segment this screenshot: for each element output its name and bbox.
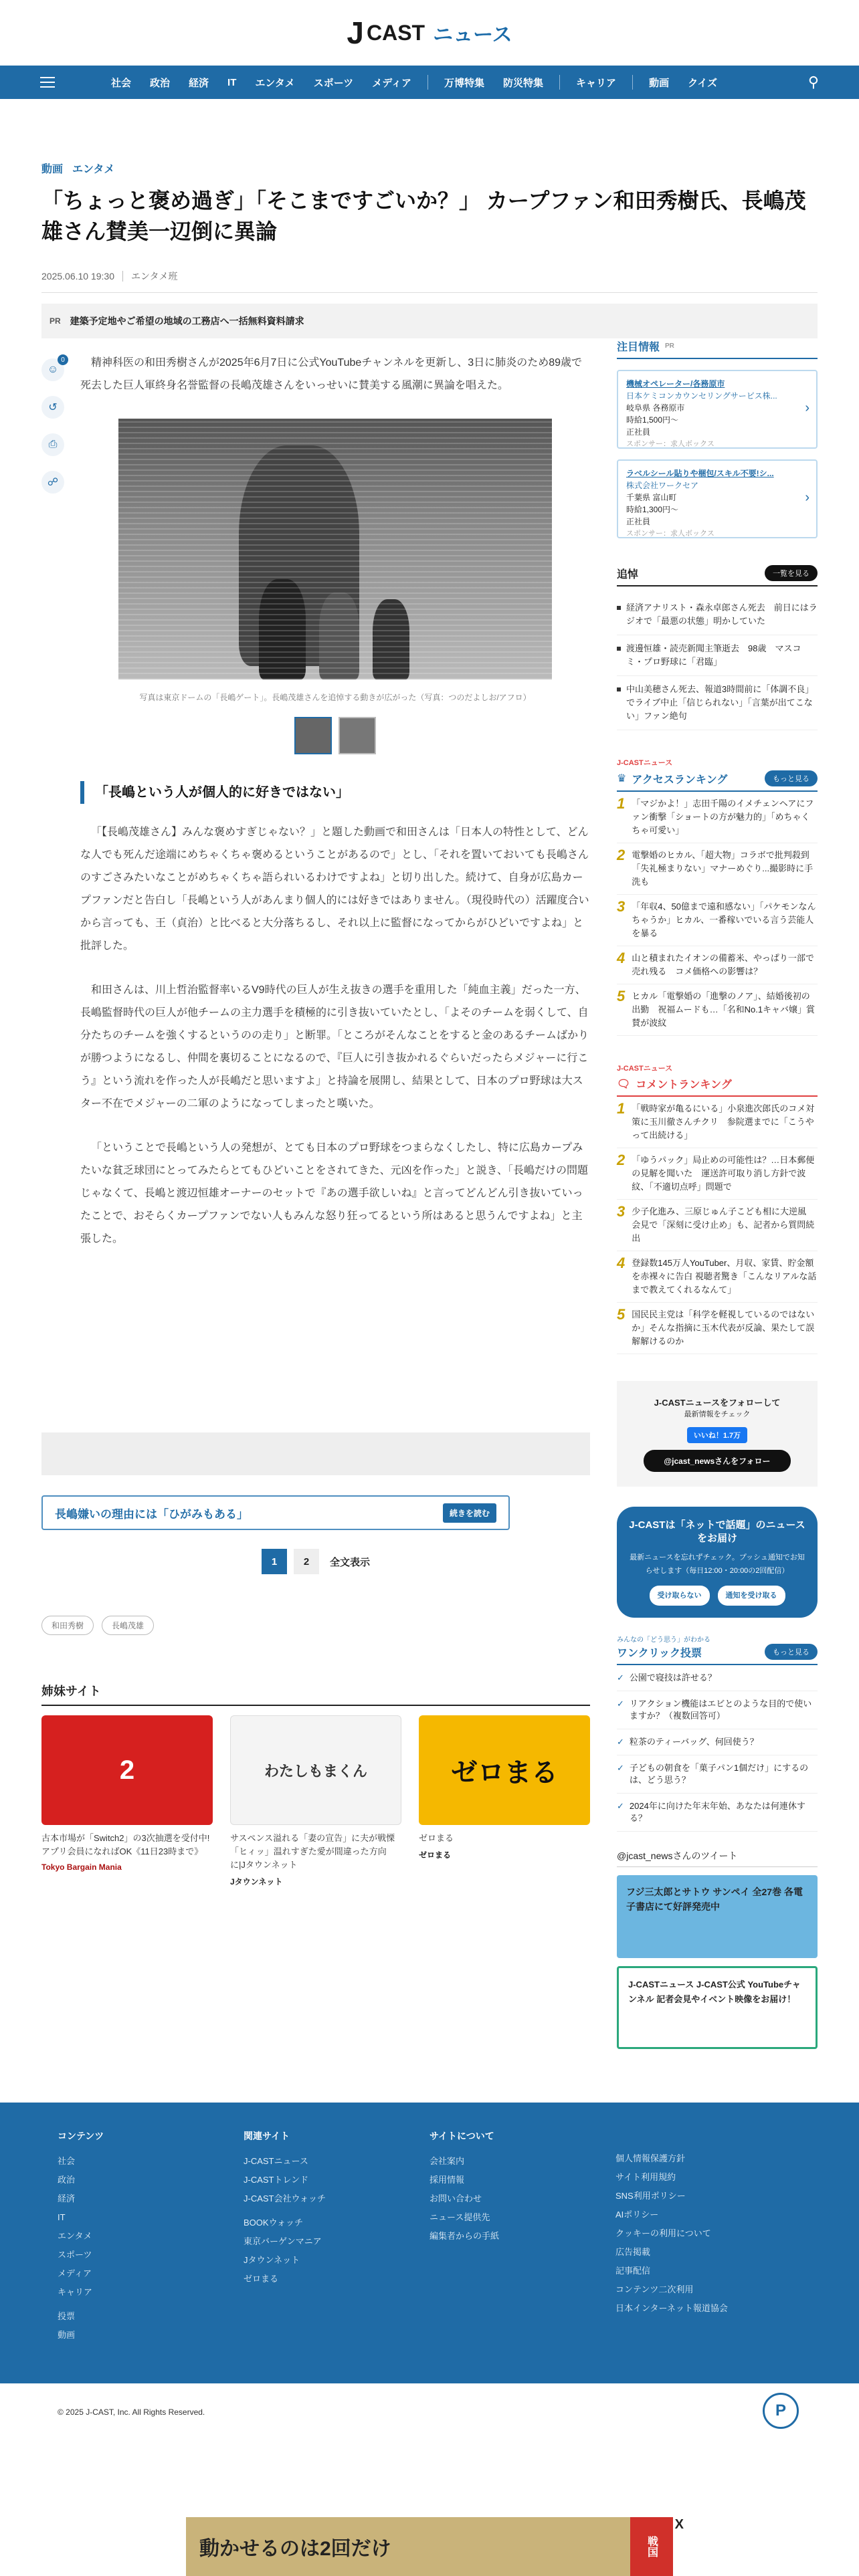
card-text: 古本市場が「Switch2」の3次抽選を受付中!アプリ会員になればOK《11日23時まで》	[41, 1833, 210, 1856]
nav-item[interactable]: スポーツ	[313, 77, 354, 89]
photo-caption: 写真は東京ドームの「長嶋ゲート」。長嶋茂雄さんを追悼する動きが広がった（写真：つのだよしお/アフロ）	[139, 693, 531, 702]
copyright: © 2025 J-CAST, Inc. All Rights Reserved.	[58, 2407, 205, 2417]
job-company: 株式会社ワークセア	[626, 481, 699, 490]
author: エンタメ班	[131, 271, 178, 282]
card-text: ゼロまる	[419, 1833, 454, 1843]
close-icon[interactable]: X	[674, 2517, 684, 2532]
page-2[interactable]: 2	[294, 1549, 319, 1574]
pr-tag: PR	[50, 316, 61, 326]
footer-column-about	[430, 2129, 615, 2345]
category-link[interactable]: エンタメ	[72, 164, 115, 175]
follow-subtitle: 最新情報をチェック	[684, 1410, 751, 1418]
footer-link[interactable]: 日本インターネット報道協会	[615, 2303, 728, 2313]
publish-date: 2025.06.10 19:30	[41, 271, 114, 282]
footer-link[interactable]: 記事配信	[615, 2266, 651, 2276]
nav-item[interactable]: IT	[227, 76, 237, 88]
footer-link[interactable]: 経済	[58, 2193, 76, 2204]
footer-link[interactable]: 広告掲載	[615, 2247, 651, 2257]
follow-box	[617, 1381, 818, 1487]
footer-link[interactable]: 編集者からの手紙	[430, 2231, 500, 2241]
ranking-item[interactable]: 2 電撃婚のヒカル、「超大物」コラボで批判殺到「失礼極まりない」マナーめぐり...撮影時に手洗も	[617, 843, 818, 895]
push-title: J-CASTは「ネットで話題」のニュースをお届け	[629, 1519, 805, 1544]
site-footer	[0, 2103, 859, 2383]
footer-link[interactable]: スポーツ	[58, 2250, 92, 2260]
poll-item[interactable]: ✓ 子どもの朝食を「菓子パン1個だけ」にするのは、どう思う？	[617, 1755, 818, 1794]
footer-link[interactable]: 会社案内	[430, 2156, 465, 2166]
comment-icon[interactable]: ☺ 0	[41, 358, 64, 381]
card-text: サスペンス溢れる「妻の宣告」に夫が戦慄「ヒィッ」温れすぎた愛が間違った方向に|Jタウンネット	[230, 1833, 395, 1870]
card-image: ゼロまる	[419, 1715, 590, 1825]
ranking-item[interactable]: 4 登録数145万人YouTuber、月収、家賃、貯金額を赤裸々に告白 視聴者驚き「こんなリアルな話まで教えてくれるなんて」	[617, 1251, 818, 1303]
article-meta	[41, 270, 818, 293]
site-header	[0, 0, 859, 66]
comment-count: 0	[58, 354, 68, 365]
card-source: Tokyo Bargain Mania	[41, 1862, 122, 1872]
card-source: Jタウンネット	[230, 1877, 283, 1887]
job-location: 岐阜県 各務原市	[626, 403, 685, 413]
ranking-item[interactable]: 1 「戦時家が亀るにいる」小泉進次郎氏のコメ対策に玉川徹さんチクリ 参院選までに「こうやって出続ける」	[617, 1097, 818, 1148]
job-type: 正社員	[626, 427, 651, 437]
footer-column-contents	[58, 2129, 244, 2345]
nav-item[interactable]: 万博特集	[444, 77, 485, 89]
footer-column-policy	[615, 2129, 801, 2345]
ranking-item[interactable]: 5 国民民主党は「科学を軽視しているのではないか」そんな指摘に玉木代表が反論、果たして誤解解けるのか	[617, 1303, 818, 1354]
footer-link[interactable]: キャリア	[58, 2287, 93, 2297]
nav-divider	[632, 75, 633, 90]
jcast-news-label: J-CASTニュース	[617, 1065, 673, 1073]
x-follow-button[interactable]: @jcast_newsさんをフォロー	[644, 1450, 791, 1472]
tag[interactable]: 長嶋茂雄	[102, 1616, 154, 1635]
crown-icon: ♛	[617, 773, 627, 784]
tweets-title: @jcast_newsさんのツイート	[617, 1849, 818, 1867]
job-title: ラベルシール貼りや梱包/スキル不要!シ...	[626, 469, 774, 478]
article-photo[interactable]	[118, 419, 552, 679]
poll-item[interactable]: ✓ 2024年に向けた年末年始、あなたは何連休する？	[617, 1794, 818, 1832]
footer-link[interactable]: BOOKウォッチ	[244, 2218, 304, 2228]
article-title: 「ちょっと褒め過ぎ」「そこまですごいか？」 カープファン和田秀樹氏、長嶋茂雄さん賛美一辺倒に異論	[41, 189, 806, 243]
category-link[interactable]: 動画	[41, 164, 64, 175]
read-more-box[interactable]	[41, 1495, 510, 1530]
job-ad[interactable]	[617, 459, 818, 538]
sister-sites	[41, 1715, 590, 1887]
push-decline-button[interactable]: 受け取らない	[650, 1586, 710, 1606]
manga-banner[interactable]: フジ三太郎とサトウ サンペイ 全27巻 各電子書店にて好評発売中	[617, 1875, 818, 1958]
thumbnail[interactable]	[294, 717, 332, 754]
poll-header	[617, 1644, 818, 1665]
footer-column-related	[244, 2129, 430, 2345]
site-logo[interactable]	[347, 15, 512, 51]
print-icon[interactable]: ⎙	[41, 433, 64, 456]
read-more-title: 長嶋嫌いの理由には「ひがみもある」	[55, 1507, 248, 1521]
poll-title: ワンクリック投票	[617, 1647, 702, 1659]
access-ranking-header	[617, 770, 818, 792]
menu-icon[interactable]	[40, 77, 55, 88]
more-button[interactable]: もっと見る	[765, 770, 818, 786]
job-ad[interactable]	[617, 370, 818, 449]
paragraph: 和田さんは、川上哲治監督率いるV9時代の巨人が生え抜きの選手を重用した「純血主義」だった一方、長嶋監督時代の巨人が他チームの主力選手を積極的に引き抜いていたとし、「よそのチームを弱くして、自分たちのチームを強くするというのの走り」と断罪。「ところがそんなことをすると金のあるチームばかりが勝つようになるし、仲間を裏切ることになるので、『巨人に引き抜かれるぐらいだったらメジャーに行こう』という流れを作った人が長嶋だと思いますよ」と持論を展開し、結果として、日本のプロ野球は大スター不在でメジャーの二軍のようになってしまったと嘆いた。	[80, 984, 589, 1109]
sister-card[interactable]	[230, 1715, 401, 1887]
card-image: わたしもまくん	[230, 1715, 401, 1825]
footer-link[interactable]: SNS利用ポリシー	[615, 2191, 686, 2201]
poll-item[interactable]: ✓ 粒茶のティーバッグ、何回使う？	[617, 1729, 818, 1755]
paragraph: 「【長嶋茂雄さん】みんな褒めすぎじゃない？」と題した動画で和田さんは「日本人の特性として、どんな人でも死んだ途端にめちゃくちゃ褒めるということがあるので」とし、「それを置いておいても長嶋さんのすごさみたいなことがめちゃくちゃ語られいるわけですよね」と切り出した。続けて、自身が広島カープファンだと告白し「長嶋という人があんまり個人的には好きではありません。（現役時代の）活躍度合いから言っても、王（貞治）と比べると大分落ちるし、それ以上に監督になってからがひどいですよね」と批評した。	[80, 827, 589, 952]
check-icon: ✓	[617, 1801, 624, 1811]
tag[interactable]: 和田秀樹	[41, 1616, 94, 1635]
access-ranking-title: ♛ アクセスランキング	[617, 773, 728, 786]
ranking-item[interactable]: 5 ヒカル「電撃婚の「進撃のノア」、結婚後初の出勤 祝福ムードも…「名和No.1キャバ嬢」賞賛が波紋	[617, 984, 818, 1036]
footer-link[interactable]: J-CASTニュース	[244, 2156, 308, 2166]
ranking-item[interactable]: 2 「ゆうパック」局止めの可能性は？…日本郵便の見解を聞いた 運送許可取り消し方針で波紋、「不適切点呼」問題で	[617, 1148, 818, 1200]
footer-heading: コンテンツ	[58, 2131, 104, 2141]
footer-link[interactable]: クッキーの利用について	[615, 2228, 711, 2238]
jcast-news-label: J-CASTニュース	[617, 759, 673, 767]
main-nav	[0, 66, 859, 99]
chevron-right-icon: ›	[805, 490, 809, 505]
check-icon: ✓	[617, 1699, 624, 1709]
footer-link[interactable]: 採用情報	[430, 2175, 465, 2185]
job-wage: 時給1,300円〜	[626, 505, 679, 514]
footer-link[interactable]: サイト利用規約	[615, 2172, 676, 2182]
footer-link[interactable]: お問い合わせ	[430, 2193, 482, 2204]
breadcrumb	[41, 160, 818, 176]
list-item[interactable]: 中山美穂さん死去、報道3時間前に「体調不良」でライブ中止「信じられない」「言葉が出てこない」ファン絶句	[617, 676, 818, 730]
read-more-button[interactable]: 続きを読む	[443, 1503, 496, 1523]
nav-item[interactable]: 防災特集	[503, 77, 544, 89]
logo-cast: CAST	[366, 20, 425, 45]
ad-text: 動かせるのは2回だけ	[199, 2538, 391, 2560]
nav-divider	[559, 75, 560, 90]
main-column	[41, 338, 590, 2049]
poll-item[interactable]: ✓ 公園で寝技は許せる？	[617, 1665, 818, 1691]
ranking-item[interactable]: 1 「マジかよ！」志田千陽のイメチェンヘアにファン衝撃「ショートの方が魅力的」「めちゃくちゃ可愛い」	[617, 792, 818, 843]
sister-card[interactable]	[41, 1715, 213, 1887]
check-icon: ✓	[617, 1737, 624, 1747]
nav-item[interactable]: メディア	[372, 77, 412, 89]
link-icon[interactable]: ☍	[41, 471, 64, 494]
pr-text: 建築予定地やご希望の地域の工務店へ一括無料資料請求	[70, 316, 304, 326]
footer-heading: 関連サイト	[244, 2131, 290, 2141]
footer-link[interactable]: 政治	[58, 2175, 76, 2185]
job-type: 正社員	[626, 517, 651, 526]
sidebar	[617, 338, 818, 2049]
job-wage: 時給1,500円〜	[626, 415, 679, 425]
share-bar	[41, 352, 80, 1272]
nav-item[interactable]: 社会	[111, 77, 132, 89]
footer-link[interactable]: J-CAST会社ウォッチ	[244, 2193, 326, 2204]
logo-news: ニュース	[433, 24, 512, 46]
memorial-list	[617, 595, 818, 730]
more-button[interactable]: もっと見る	[765, 1644, 818, 1660]
comment-ranking	[617, 1097, 818, 1354]
job-title: 機械オペレーター/各務原市	[626, 379, 725, 389]
ranking-item[interactable]: 3 少子化進み、三原じゅん子こども相に大逆風 会見で「深刻に受け止め」も、記者から質問続出	[617, 1200, 818, 1251]
youtube-banner[interactable]: J-CASTニュース J-CAST公式 YouTubeチャンネル 記者会見やイベント映像をお届け！	[617, 1966, 818, 2049]
footer-link[interactable]: 個人情報保護方針	[615, 2153, 686, 2163]
speech-bubble-icon: 🗨	[617, 1078, 631, 1090]
push-accept-button[interactable]: 通知を受け取る	[718, 1586, 785, 1606]
share-icon[interactable]: ↺	[41, 396, 64, 419]
footer-link[interactable]: AIポリシー	[615, 2210, 659, 2220]
chevron-right-icon: ›	[805, 400, 809, 415]
page-1[interactable]: 1	[262, 1549, 287, 1574]
card-image: 2	[41, 1715, 213, 1825]
list-item[interactable]: 経済アナリスト・森永卓郎さん死去 前日にはラジオで「最悪の状態」明かしていた	[617, 595, 818, 635]
memorial-title: 追悼	[617, 568, 639, 580]
job-sponsor: スポンサー：求人ボックス	[626, 440, 714, 448]
section-heading: 「長嶋という人が個人的に好きではない」	[80, 781, 590, 804]
footer-link[interactable]: 投票	[58, 2311, 76, 2321]
sister-sites-title: 姉妹サイト	[41, 1682, 590, 1706]
search-icon[interactable]: ⚲	[807, 74, 819, 90]
list-item[interactable]: 渡邊恒雄・読売新聞主筆逝去 98歳 マスコミ・プロ野球に「君臨」	[617, 635, 818, 676]
comment-ranking-title: 🗨 コメントランキング	[617, 1078, 732, 1091]
nav-item[interactable]: 政治	[150, 77, 171, 89]
footer-link[interactable]: J-CASTトレンド	[244, 2175, 309, 2185]
pr-label: PR	[665, 342, 674, 350]
job-company: 日本ケミコンカウンセリングサービス株...	[626, 391, 777, 401]
job-location: 千葉県 富山町	[626, 493, 677, 502]
poll-item[interactable]: ✓ リアクション機能はエビとのような目的で使いますか？（複数回答可）	[617, 1691, 818, 1729]
poll-subtitle: みんなの「どう思う」がわかる	[617, 1636, 710, 1644]
nav-item[interactable]: 動画	[649, 77, 670, 89]
push-notification-box	[617, 1507, 818, 1618]
ad-slot	[41, 1432, 590, 1475]
ranking-item[interactable]: 3 「年収4、50億まで遠和感ない」「パケモンなんちゃうか」ヒカル、一番稼いでいる言う芸能人を暴る	[617, 895, 818, 946]
push-text: 最新ニュースを忘れずチェック。プッシュ通知でお知らせします（毎日12:00・20:00の2回配信）	[630, 1553, 805, 1575]
poll-list	[617, 1665, 818, 1832]
privacy-mark-icon: P	[763, 2393, 799, 2429]
ranking-item[interactable]: 4 山と積まれたイオンの備蓄米、やっぱり一部で売れ残る コメ価格への影響は？	[617, 946, 818, 984]
nav-divider	[427, 75, 428, 90]
see-all-button[interactable]: 一覧を見る	[765, 565, 818, 581]
nav-item[interactable]: 経済	[189, 77, 209, 89]
job-sponsor: スポンサー：求人ボックス	[626, 530, 714, 538]
footer-link[interactable]: エンタメ	[58, 2231, 92, 2241]
tag-list	[41, 1616, 590, 1635]
follow-title: J-CASTニュースをフォローして	[654, 1398, 781, 1408]
logo-j: J	[347, 15, 363, 50]
pr-banner[interactable]	[41, 304, 818, 338]
check-icon: ✓	[617, 1763, 624, 1773]
article-body	[80, 352, 590, 1272]
memorial-header	[617, 565, 818, 586]
ad-badge: 戦国	[630, 2517, 673, 2576]
attention-label: 注目情報	[617, 342, 660, 353]
footer-heading: サイトについて	[430, 2131, 494, 2141]
footer-link[interactable]: 動画	[58, 2330, 76, 2340]
footer-link[interactable]: メディア	[58, 2268, 92, 2278]
nav-item[interactable]: エンタメ	[255, 77, 295, 89]
sister-card[interactable]	[419, 1715, 590, 1887]
footer-link[interactable]: コンテンツ二次利用	[615, 2284, 694, 2294]
show-all-link[interactable]: 全文表示	[329, 1556, 370, 1568]
footer-link[interactable]: 社会	[58, 2156, 76, 2166]
pagination	[41, 1549, 590, 1574]
nav-item[interactable]: キャリア	[576, 77, 617, 89]
photo-thumbnails	[80, 717, 590, 754]
footer-link[interactable]: ゼロまる	[244, 2274, 279, 2284]
footer-link[interactable]: IT	[58, 2212, 66, 2222]
bottom-ad-banner[interactable]	[186, 2517, 684, 2576]
nav-item[interactable]: クイズ	[688, 77, 718, 89]
card-source: ゼロまる	[419, 1850, 452, 1860]
check-icon: ✓	[617, 1673, 624, 1683]
footer-link[interactable]: ニュース提供先	[430, 2212, 490, 2222]
thumbnail[interactable]	[339, 717, 376, 754]
footer-link[interactable]: 東京バーゲンマニア	[244, 2236, 322, 2246]
access-ranking	[617, 792, 818, 1036]
comment-ranking-header	[617, 1076, 818, 1097]
paragraph: 精神科医の和田秀樹さんが2025年6月7日に公式YouTubeチャンネルを更新し、3日に肺炎のため89歳で死去した巨人軍終身名誉監督の長嶋茂雄さんをいっせいに賛美する風潮に異論を唱えた。	[80, 357, 583, 391]
meta-divider	[122, 271, 123, 282]
paragraph: 「ということで長嶋という人の発想が、とても日本のプロ野球をつまらなくしたし、特に広島カープみたいな貧乏球団にとってみたらとてもひどいことをされてきた、元凶を作った」と説き、「長嶋だけの問題じゃなくて、長嶋と渡辺恒雄オーナーのセットで『あの選手欲しいね』と言ってどんどん引き抜いていったことで、おそらくカープファンでない人もみんな怒り狂ってるという所はあると思うんですよね」と主張した。	[80, 1142, 589, 1245]
footer-link[interactable]: Jタウンネット	[244, 2255, 300, 2265]
attention-title	[617, 338, 818, 359]
facebook-like-button[interactable]: いいね！1.7万	[687, 1427, 747, 1443]
